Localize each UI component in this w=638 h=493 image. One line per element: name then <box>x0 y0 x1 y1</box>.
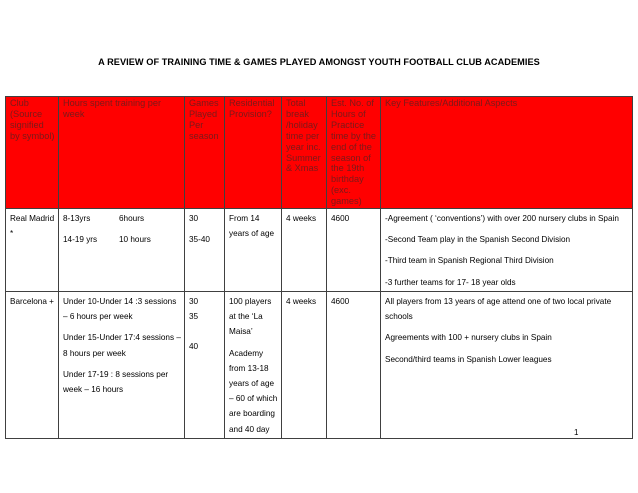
feature-item: Second/third teams in Spanish Lower leagues <box>385 354 552 364</box>
games-cell <box>185 209 225 292</box>
hours-cell <box>59 209 185 292</box>
header-break: Total break /holiday time per year inc. Summer & Xmas <box>282 97 327 209</box>
break-cell: 4 weeks <box>282 209 327 292</box>
residential-cell: From 14 years of age <box>225 209 282 292</box>
features-cell <box>381 209 633 292</box>
residential-text: 100 players at the ‘La Maisa’ <box>229 297 272 337</box>
feature-item: -Third team in Spanish Regional Third Division <box>385 256 554 266</box>
table-row <box>6 209 633 292</box>
hours-item: Under 10-Under 14 :3 sessions – 6 hours per week <box>63 297 177 322</box>
hours-cell <box>59 292 185 439</box>
hours-item: Under 17-19 : 8 sessions per week – 16 hours <box>63 369 169 395</box>
games-value: 35-40 <box>189 235 210 245</box>
header-practice: Est. No. of Hours of Practice time by the end of the season of the 19th birthday (exc. games) <box>327 97 381 209</box>
games-value: 30 <box>189 297 199 307</box>
feature-item: -Second Team play in the Spanish Second Division <box>385 235 571 245</box>
games-cell <box>185 292 225 439</box>
age-group: 14-19 yrs <box>63 235 98 245</box>
academy-table <box>5 96 633 439</box>
residential-cell <box>225 292 282 439</box>
feature-item: -Agreement ( ‘conventions’) with over 200 nursery clubs in Spain <box>385 214 619 224</box>
features-cell <box>381 292 633 439</box>
document-title: A REVIEW OF TRAINING TIME & GAMES PLAYED AMONGST YOUTH FOOTBALL CLUB ACADEMIES <box>98 57 540 67</box>
table-header-row <box>6 97 633 209</box>
games-value: 35 <box>189 312 199 322</box>
age-group: 8-13yrs <box>63 214 91 224</box>
feature-item: Agreements with 100 + nursery clubs in Spain <box>385 333 552 343</box>
residential-text: Academy from 13-18 years of age – 60 of which are boarding and 40 day <box>229 348 278 434</box>
games-value: 40 <box>189 342 199 352</box>
feature-item: All players from 13 years of age attend one of two local private schools <box>385 297 612 322</box>
games-value: 30 <box>189 214 199 224</box>
hours-item: Under 15-Under 17:4 sessions – 8 hours per week <box>63 333 181 358</box>
page-number: 1 <box>574 428 579 437</box>
hours-value: 6hours <box>119 214 145 224</box>
practice-cell: 4600 <box>327 292 381 439</box>
header-games: Games Played Per season <box>185 97 225 209</box>
table-row <box>6 292 633 439</box>
practice-cell: 4600 <box>327 209 381 292</box>
feature-item: -3 further teams for 17- 18 year olds <box>385 277 516 287</box>
header-residential: Residential Provision? <box>225 97 282 209</box>
hours-value: 10 hours <box>119 235 151 245</box>
club-cell: Barcelona + <box>6 292 59 439</box>
break-cell: 4 weeks <box>282 292 327 439</box>
header-features: Key Features/Additional Aspects <box>381 97 633 209</box>
header-hours: Hours spent training per week <box>59 97 185 209</box>
header-club: Club (Source signified by symbol) <box>6 97 59 209</box>
club-cell: Real Madrid * <box>6 209 59 292</box>
